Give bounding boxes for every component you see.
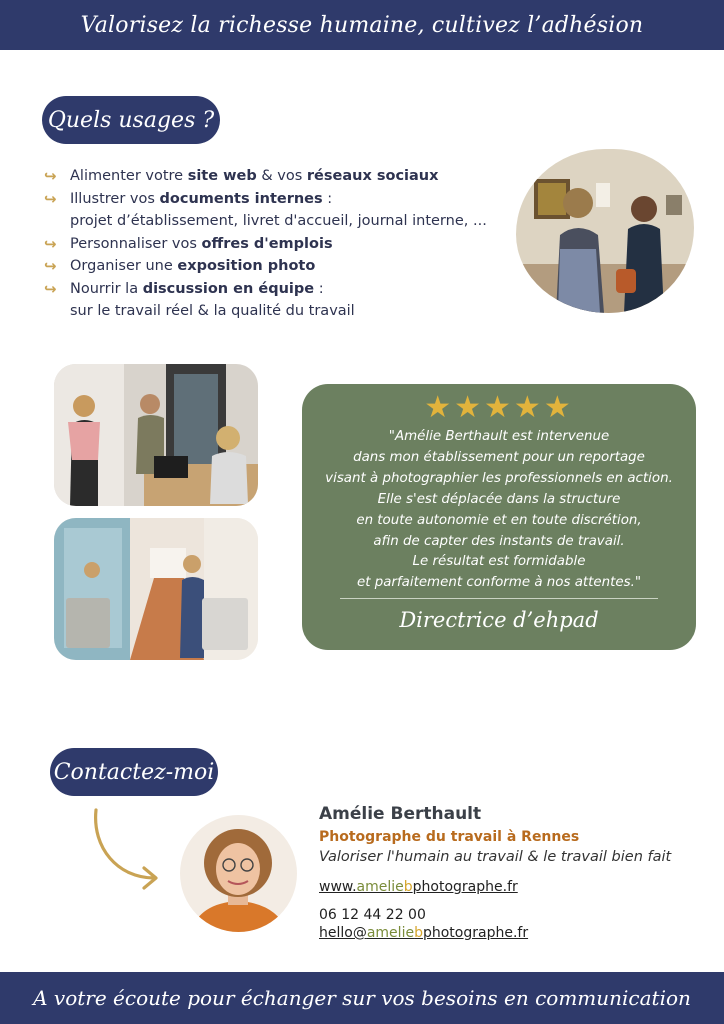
- arrow-icon: ↪: [44, 279, 57, 298]
- bottom-banner-text: A votre écoute pour échanger sur vos besoins en communication: [33, 986, 691, 1010]
- contact-info: [319, 804, 709, 941]
- quote-line: Elle s'est déplacée dans la structure: [377, 491, 621, 507]
- quote-line: visant à photographier les professionnels en action.: [325, 470, 673, 486]
- quote-line: et parfaitement conforme à nos attentes.": [356, 575, 642, 591]
- quote-line: en toute autonomie et en toute discrétion,: [356, 512, 642, 528]
- usage-list: [44, 165, 504, 323]
- top-banner: [0, 0, 724, 50]
- quote-line: "Amélie Berthault est intervenue: [388, 429, 610, 444]
- usage-item: [44, 188, 504, 233]
- usages-title-text: Quels usages ?: [47, 107, 215, 133]
- arrow-icon: ↪: [44, 167, 57, 185]
- arrow-icon: ↪: [44, 234, 57, 253]
- curved-arrow-icon: [88, 808, 168, 894]
- usage-item: [44, 165, 504, 188]
- rating-stars-icon: ★★★★★: [424, 390, 574, 425]
- testimonial-author: Directrice d’ehpad: [399, 608, 599, 632]
- website-link[interactable]: www.ameliebphotographe.fr: [319, 879, 518, 895]
- usage-subtext: sur le travail réel & la qualité du travail: [70, 303, 355, 319]
- quote-line: dans mon établissement pour un reportage: [353, 449, 645, 465]
- usage-item: [44, 255, 504, 278]
- usage-item: [44, 278, 504, 323]
- top-banner-text: Valorisez la richesse humaine, cultivez l’adhésion: [80, 12, 644, 38]
- testimonial-quote: [312, 427, 686, 594]
- contact-title: [50, 748, 218, 796]
- avatar: [180, 815, 297, 932]
- arrow-icon: ↪: [44, 189, 57, 208]
- quote-line: Le résultat est formidable: [412, 554, 586, 570]
- usage-text: Personnaliser vos offres d'emplois: [70, 235, 333, 252]
- contact-title-text: Contactez-moi: [53, 759, 215, 785]
- usage-text: Organiser une exposition photo: [70, 258, 316, 274]
- quote-line: afin de capter des instants de travail.: [373, 533, 625, 549]
- contact-name: Amélie Berthault: [319, 804, 482, 824]
- team-photo-reception: [54, 364, 258, 506]
- contact-tagline: Valoriser l'humain au travail & le travail bien fait: [319, 849, 672, 865]
- email-link[interactable]: hello@ameliebphotographe.fr: [319, 925, 529, 941]
- testimonial-card: [302, 384, 696, 650]
- exhibition-photo: [516, 149, 694, 313]
- bottom-banner: [0, 972, 724, 1024]
- usage-text: Alimenter votre site web & vos réseaux sociaux: [70, 168, 439, 184]
- corridor-care-photo: [54, 518, 258, 660]
- arrow-icon: ↪: [44, 257, 57, 275]
- divider: [340, 598, 658, 599]
- usage-text: Illustrer vos documents internes : projet d’établissement, livret d'accueil, journal interne, ...: [70, 188, 504, 233]
- usages-title: [42, 96, 220, 144]
- usage-item: [44, 233, 504, 256]
- contact-role: Photographe du travail à Rennes: [319, 829, 580, 845]
- usage-subtext: projet d’établissement, livret d'accueil, journal interne, ...: [70, 213, 487, 229]
- usage-text: Nourrir la discussion en équipe : sur le travail réel & la qualité du travail: [70, 278, 504, 323]
- phone-number: 06 12 44 22 00: [319, 907, 426, 923]
